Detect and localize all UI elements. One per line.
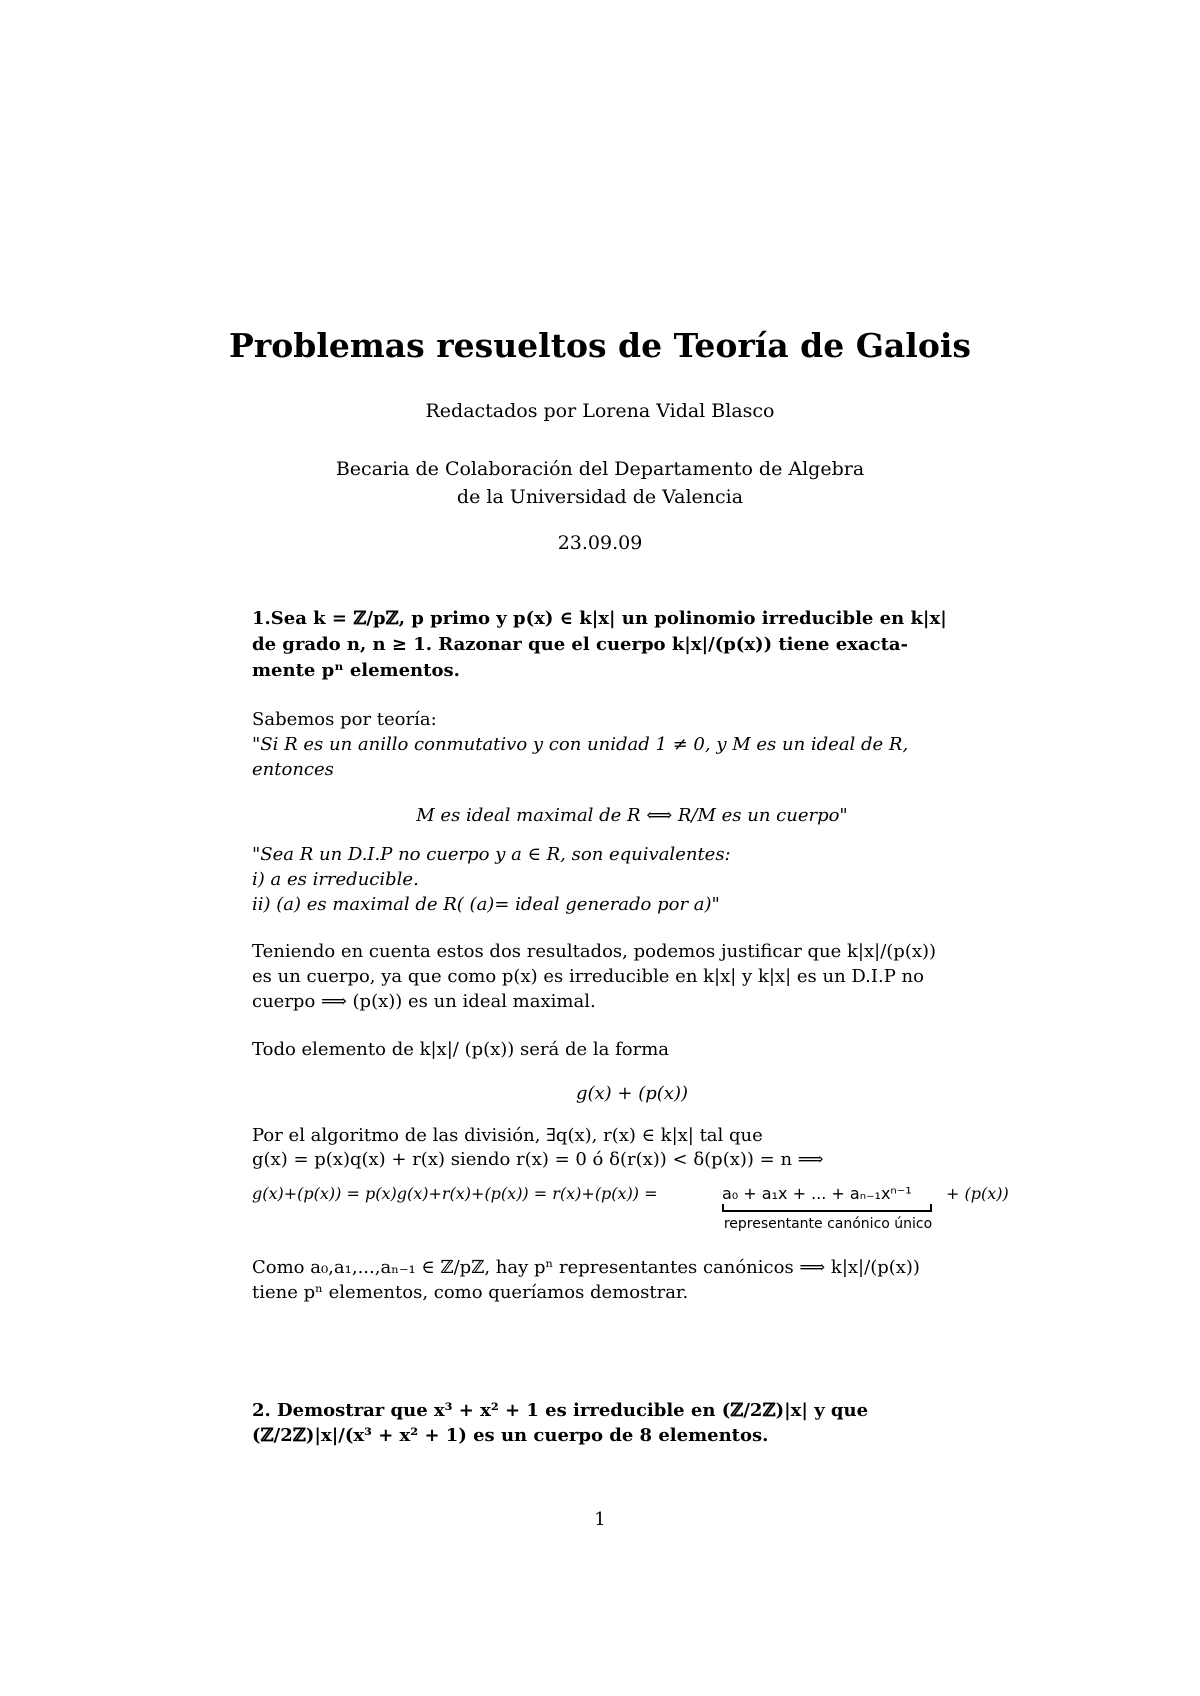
affiliation-line-1: Becaria de Colaboración del Departamento de Algebra (335, 458, 865, 480)
para3-line1: Por el algoritmo de las división, ∃q(x), r(x) ∈ k|x| tal que (252, 1125, 763, 1146)
theory-quote1-center: M es ideal maximal de R ⟺ R/M es un cuerpo" (416, 805, 848, 826)
date: 23.09.09 (557, 532, 643, 554)
theory-intro: Sabemos por teoría: (252, 709, 437, 730)
para2-line1: Todo elemento de k|x|/ (p(x)) será de la forma (252, 1039, 670, 1060)
page-number: 1 (594, 1509, 606, 1530)
problem1-line3: mente pⁿ elementos. (252, 660, 460, 681)
equation-left: g(x)+(p(x)) = p(x)g(x)+r(x)+(p(x)) = r(x)+(p(x)) = (252, 1184, 658, 1203)
theory-quote2-line3: ii) (a) es maximal de R( (a)= ideal generado por a)" (252, 894, 720, 915)
para2-center-expression: g(x) + (p(x)) (575, 1083, 688, 1104)
problem1-line2: de grado n, n ≥ 1. Razonar que el cuerpo k|x|/(p(x)) tiene exacta- (252, 634, 909, 655)
affiliation-line-2: de la Universidad de Valencia (456, 486, 744, 508)
theory-quote1-line1: "Si R es un anillo conmutativo y con unidad 1 ≠ 0, y M es un ideal de R, (252, 734, 909, 755)
theory-quote2-line1: "Sea R un D.I.P no cuerpo y a ∈ R, son equivalentes: (252, 844, 731, 865)
para4-line2: tiene pⁿ elementos, como queríamos demostrar. (252, 1282, 689, 1303)
para1-line1: Teniendo en cuenta estos dos resultados, podemos justificar que k|x|/(p(x)) (252, 941, 937, 962)
equation-right: + (p(x)) (946, 1184, 1009, 1203)
problem1-line1: 1.Sea k = ℤ/pℤ, p primo y p(x) ∈ k|x| un polinomio irreducible en k|x| (252, 608, 947, 629)
problem2-line2: (ℤ/2ℤ)|x|/(x³ + x² + 1) es un cuerpo de 8 elementos. (252, 1425, 769, 1446)
page-title: Problemas resueltos de Teoría de Galois (229, 326, 971, 365)
underbrace (722, 1204, 932, 1212)
para1-line3: cuerpo ⟹ (p(x)) es un ideal maximal. (252, 991, 596, 1012)
theory-quote1-line2: entonces (252, 759, 334, 780)
author-line: Redactados por Lorena Vidal Blasco (425, 400, 775, 422)
problem2-line1: 2. Demostrar que x³ + x² + 1 es irreducible en (ℤ/2ℤ)|x| y que (252, 1400, 869, 1421)
underbrace-label: representante canónico único (723, 1216, 933, 1232)
theory-quote2-line2: i) a es irreducible. (252, 869, 419, 890)
para4-line1: Como a₀,a₁,...,aₙ₋₁ ∈ ℤ/pℤ, hay pⁿ representantes canónicos ⟹ k|x|/(p(x)) (252, 1257, 920, 1278)
equation-braced-term: a₀ + a₁x + ... + aₙ₋₁xⁿ⁻¹ (722, 1184, 912, 1203)
para1-line2: es un cuerpo, ya que como p(x) es irreducible en k|x| y k|x| es un D.I.P no (252, 966, 924, 987)
para3-line2: g(x) = p(x)q(x) + r(x) siendo r(x) = 0 ó δ(r(x)) < δ(p(x)) = n ⟹ (252, 1149, 824, 1170)
